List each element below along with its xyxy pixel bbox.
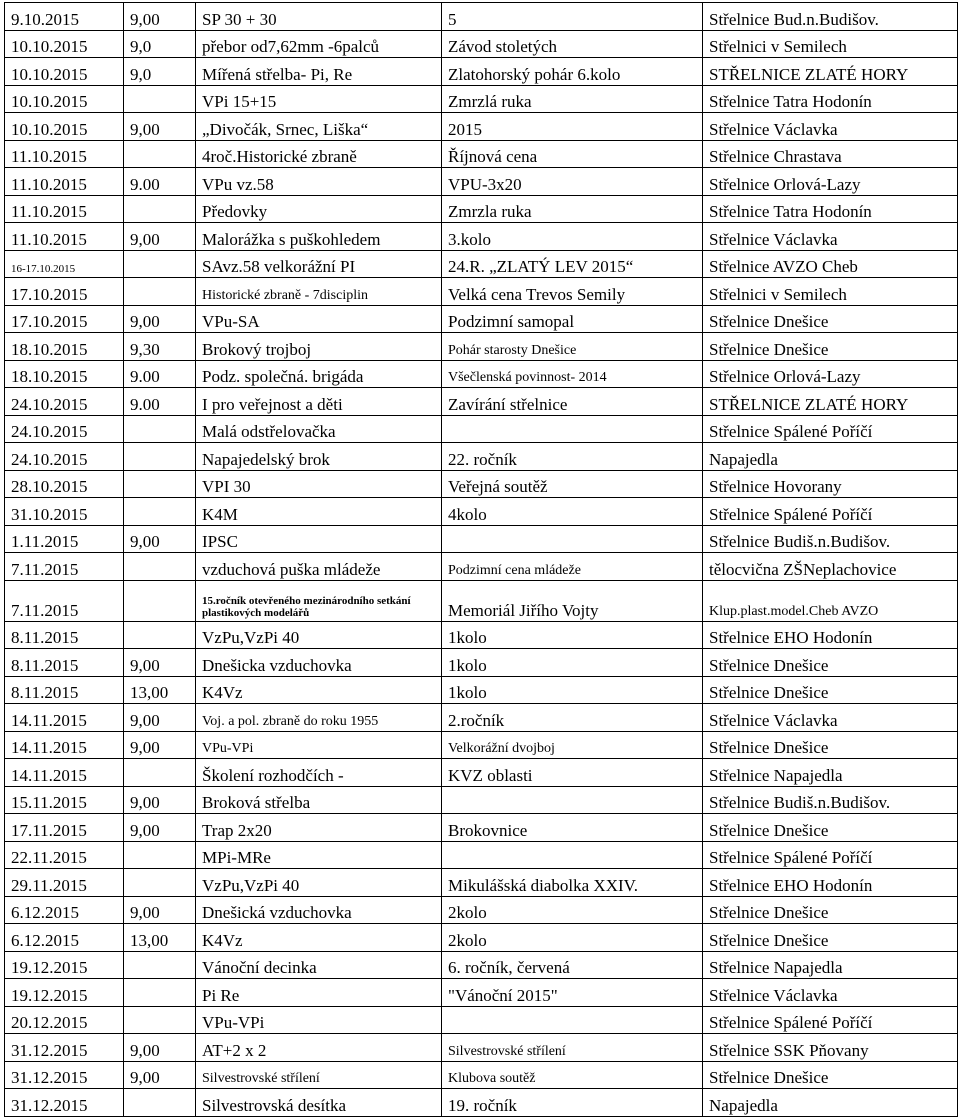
table-row [5,1006,958,1034]
event-date: 11.10.2015 [5,168,124,196]
event-date: 24.10.2015 [5,388,124,416]
event-time [124,278,196,306]
event-discipline: VzPu,VzPi 40 [196,869,442,897]
event-time [124,951,196,979]
event-time [124,1089,196,1117]
event-venue: Střelnice Václavka [703,223,958,251]
table-row [5,250,958,278]
table-row [5,415,958,443]
event-venue: Střelnice Orlová-Lazy [703,168,958,196]
event-time: 9,0 [124,30,196,58]
event-date: 22.11.2015 [5,841,124,869]
event-competition: 5 [442,3,703,31]
event-competition: Brokovnice [442,814,703,842]
event-venue: Střelnice Orlová-Lazy [703,360,958,388]
event-competition: 24.R. „ZLATÝ LEV 2015“ [442,250,703,278]
table-row [5,924,958,952]
event-date: 10.10.2015 [5,58,124,86]
event-time [124,979,196,1007]
event-discipline: 15.ročník otevřeného mezinárodního setkání plastikových modelářů [196,580,442,621]
event-time: 9,00 [124,704,196,732]
event-venue: Střelnice Václavka [703,704,958,732]
event-time: 9,30 [124,333,196,361]
event-competition: 2.ročník [442,704,703,732]
table-row [5,841,958,869]
event-discipline: vzduchová puška mládeže [196,553,442,581]
event-time: 9,00 [124,3,196,31]
event-venue: Střelnice EHO Hodonín [703,869,958,897]
event-venue: Střelnice AVZO Cheb [703,250,958,278]
event-date: 18.10.2015 [5,333,124,361]
event-competition: 1kolo [442,649,703,677]
event-date: 10.10.2015 [5,113,124,141]
event-competition: Velkorážní dvojboj [442,731,703,759]
event-time: 9.00 [124,360,196,388]
event-time [124,869,196,897]
event-venue: Napajedla [703,443,958,471]
event-discipline: Broková střelba [196,786,442,814]
table-row [5,649,958,677]
event-date: 31.12.2015 [5,1034,124,1062]
event-time [124,470,196,498]
event-discipline: Dnešická vzduchovka [196,896,442,924]
event-discipline: VPi 15+15 [196,85,442,113]
event-time: 9,00 [124,814,196,842]
event-competition: Silvestrovské střílení [442,1034,703,1062]
event-venue: Střelnice Spálené Poříčí [703,841,958,869]
event-discipline: I pro veřejnost a děti [196,388,442,416]
event-time [124,250,196,278]
table-row [5,470,958,498]
event-discipline: Malorážka s puškohledem [196,223,442,251]
event-venue: Střelnici v Semilech [703,30,958,58]
event-venue: Střelnice Chrastava [703,140,958,168]
event-competition: 3.kolo [442,223,703,251]
event-competition: Memoriál Jiřího Vojty [442,580,703,621]
event-venue: Klup.plast.model.Cheb AVZO [703,580,958,621]
event-schedule-table [4,2,958,1117]
event-discipline: VzPu,VzPi 40 [196,621,442,649]
event-date: 18.10.2015 [5,360,124,388]
table-row [5,113,958,141]
event-venue: Střelnice Spálené Poříčí [703,498,958,526]
table-row [5,731,958,759]
event-competition: 19. ročník [442,1089,703,1117]
event-venue: Střelnice Bud.n.Budišov. [703,3,958,31]
event-venue: Střelnice Václavka [703,979,958,1007]
table-row [5,278,958,306]
event-competition: 6. ročník, červená [442,951,703,979]
event-time [124,415,196,443]
event-competition: 2015 [442,113,703,141]
event-competition [442,841,703,869]
event-venue: STŘELNICE ZLATÉ HORY [703,58,958,86]
table-row [5,621,958,649]
event-date: 31.12.2015 [5,1089,124,1117]
event-competition: Klubova soutěž [442,1061,703,1089]
table-row [5,580,958,621]
table-row [5,979,958,1007]
event-competition: Říjnová cena [442,140,703,168]
table-row [5,85,958,113]
event-venue: Střelnice Napajedla [703,951,958,979]
event-venue: Střelnice Václavka [703,113,958,141]
event-time [124,195,196,223]
event-discipline: Napajedelský brok [196,443,442,471]
event-discipline: AT+2 x 2 [196,1034,442,1062]
event-competition: Všečlenská povinnost- 2014 [442,360,703,388]
table-row [5,786,958,814]
event-discipline: K4M [196,498,442,526]
event-date: 9.10.2015 [5,3,124,31]
table-row [5,759,958,787]
event-discipline: Podz. společná. brigáda [196,360,442,388]
event-time: 9,0 [124,58,196,86]
event-date: 19.12.2015 [5,951,124,979]
event-time: 9,00 [124,786,196,814]
table-row [5,168,958,196]
event-competition: 1kolo [442,621,703,649]
event-date: 14.11.2015 [5,759,124,787]
event-date: 31.12.2015 [5,1061,124,1089]
event-discipline: 4roč.Historické zbraně [196,140,442,168]
event-time: 9,00 [124,113,196,141]
event-venue: Střelnice Hovorany [703,470,958,498]
event-date: 8.11.2015 [5,649,124,677]
table-row [5,814,958,842]
event-venue: Střelnice Dnešice [703,814,958,842]
event-discipline: Malá odstřelovačka [196,415,442,443]
event-date: 24.10.2015 [5,415,124,443]
event-date: 31.10.2015 [5,498,124,526]
event-time: 9.00 [124,168,196,196]
event-competition: Veřejná soutěž [442,470,703,498]
table-row [5,443,958,471]
event-discipline: SAvz.58 velkorážní PI [196,250,442,278]
event-discipline: MPi-MRe [196,841,442,869]
event-discipline: Voj. a pol. zbraně do roku 1955 [196,704,442,732]
table-row [5,333,958,361]
event-date: 17.10.2015 [5,305,124,333]
event-discipline: K4Vz [196,924,442,952]
event-venue: tělocvična ZŠNeplachovice [703,553,958,581]
table-row [5,305,958,333]
event-discipline: SP 30 + 30 [196,3,442,31]
event-venue: Střelnice EHO Hodonín [703,621,958,649]
event-date: 14.11.2015 [5,731,124,759]
event-venue: Střelnice Dnešice [703,731,958,759]
event-venue: Střelnice Tatra Hodonín [703,85,958,113]
event-competition: Podzimní cena mládeže [442,553,703,581]
event-date: 8.11.2015 [5,676,124,704]
event-competition: 2kolo [442,924,703,952]
event-competition: Mikulášská diabolka XXIV. [442,869,703,897]
event-time: 9,00 [124,1061,196,1089]
table-row [5,553,958,581]
table-row [5,704,958,732]
event-venue: Střelnice Spálené Poříčí [703,415,958,443]
event-competition: Zlatohorský pohár 6.kolo [442,58,703,86]
event-competition: 2kolo [442,896,703,924]
event-discipline: VPu-VPi [196,731,442,759]
event-discipline: VPu-SA [196,305,442,333]
table-row [5,1089,958,1117]
event-discipline: Mířená střelba- Pi, Re [196,58,442,86]
event-time: 9,00 [124,731,196,759]
event-venue: Střelnice Dnešice [703,649,958,677]
table-row [5,1061,958,1089]
table-row [5,896,958,924]
event-competition: Zavírání střelnice [442,388,703,416]
event-competition: 4kolo [442,498,703,526]
event-venue: Střelnice Tatra Hodonín [703,195,958,223]
event-venue: Střelnice Dnešice [703,305,958,333]
event-discipline: Dnešicka vzduchovka [196,649,442,677]
event-date: 17.10.2015 [5,278,124,306]
event-venue: Střelnice Dnešice [703,896,958,924]
table-row [5,360,958,388]
event-discipline: Historické zbraně - 7disciplin [196,278,442,306]
event-venue: Střelnice Napajedla [703,759,958,787]
event-discipline: Brokový trojboj [196,333,442,361]
event-venue: Střelnici v Semilech [703,278,958,306]
event-time [124,443,196,471]
event-date: 11.10.2015 [5,195,124,223]
event-date: 6.12.2015 [5,924,124,952]
table-row [5,3,958,31]
event-venue: Střelnice Dnešice [703,333,958,361]
event-time: 9.00 [124,388,196,416]
event-venue: Střelnice Dnešice [703,924,958,952]
event-date: 16-17.10.2015 [5,250,124,278]
event-venue: Střelnice SSK Pňovany [703,1034,958,1062]
event-competition: Pohár starosty Dnešice [442,333,703,361]
event-competition [442,786,703,814]
event-time [124,140,196,168]
event-competition [442,1006,703,1034]
event-competition: KVZ oblasti [442,759,703,787]
table-row [5,195,958,223]
event-date: 7.11.2015 [5,580,124,621]
event-discipline: Silvestrovská desítka [196,1089,442,1117]
event-date: 17.11.2015 [5,814,124,842]
event-competition: Zmrzla ruka [442,195,703,223]
table-row [5,58,958,86]
event-date: 7.11.2015 [5,553,124,581]
event-time: 9,00 [124,223,196,251]
event-competition: VPU-3x20 [442,168,703,196]
event-discipline: Trap 2x20 [196,814,442,842]
event-venue: Napajedla [703,1089,958,1117]
event-time [124,759,196,787]
event-discipline: IPSC [196,525,442,553]
event-date: 6.12.2015 [5,896,124,924]
event-discipline: VPI 30 [196,470,442,498]
table-row [5,951,958,979]
event-discipline: Pi Re [196,979,442,1007]
event-discipline: VPu vz.58 [196,168,442,196]
table-row [5,498,958,526]
table-row [5,30,958,58]
event-venue: STŘELNICE ZLATÉ HORY [703,388,958,416]
event-date: 14.11.2015 [5,704,124,732]
event-time [124,841,196,869]
event-venue: Střelnice Spálené Poříčí [703,1006,958,1034]
event-competition [442,525,703,553]
event-date: 1.11.2015 [5,525,124,553]
table-row [5,223,958,251]
event-date: 20.12.2015 [5,1006,124,1034]
event-venue: Střelnice Dnešice [703,676,958,704]
event-time: 9,00 [124,525,196,553]
event-date: 10.10.2015 [5,85,124,113]
event-time [124,553,196,581]
event-date: 11.10.2015 [5,223,124,251]
table-row [5,1034,958,1062]
event-time: 13,00 [124,676,196,704]
event-date: 11.10.2015 [5,140,124,168]
event-time [124,580,196,621]
event-time: 9,00 [124,649,196,677]
event-discipline: „Divočák, Srnec, Liška“ [196,113,442,141]
event-competition: 22. ročník [442,443,703,471]
event-discipline: K4Vz [196,676,442,704]
event-date: 29.11.2015 [5,869,124,897]
event-date: 15.11.2015 [5,786,124,814]
event-date: 19.12.2015 [5,979,124,1007]
event-competition: "Vánoční 2015" [442,979,703,1007]
event-date: 8.11.2015 [5,621,124,649]
event-competition: Podzimní samopal [442,305,703,333]
table-row [5,676,958,704]
event-discipline: Školení rozhodčích - [196,759,442,787]
event-time: 9,00 [124,305,196,333]
event-venue: Střelnice Budiš.n.Budišov. [703,525,958,553]
event-competition: Velká cena Trevos Semily [442,278,703,306]
event-competition: Závod stoletých [442,30,703,58]
event-time [124,621,196,649]
event-time: 9,00 [124,896,196,924]
event-discipline: VPu-VPi [196,1006,442,1034]
event-competition: Zmrzlá ruka [442,85,703,113]
event-date: 24.10.2015 [5,443,124,471]
event-discipline: přebor od7,62mm -6palců [196,30,442,58]
event-discipline: Vánoční decinka [196,951,442,979]
event-venue: Střelnice Budiš.n.Budišov. [703,786,958,814]
event-time [124,498,196,526]
table-row [5,388,958,416]
event-competition: 1kolo [442,676,703,704]
event-discipline: Předovky [196,195,442,223]
event-time: 13,00 [124,924,196,952]
table-row [5,525,958,553]
event-venue: Střelnice Dnešice [703,1061,958,1089]
event-schedule-body [5,3,958,1117]
event-time [124,1006,196,1034]
table-row [5,140,958,168]
event-date: 28.10.2015 [5,470,124,498]
table-row [5,869,958,897]
event-date: 10.10.2015 [5,30,124,58]
event-competition [442,415,703,443]
event-time: 9,00 [124,1034,196,1062]
event-time [124,85,196,113]
event-discipline: Silvestrovské střílení [196,1061,442,1089]
